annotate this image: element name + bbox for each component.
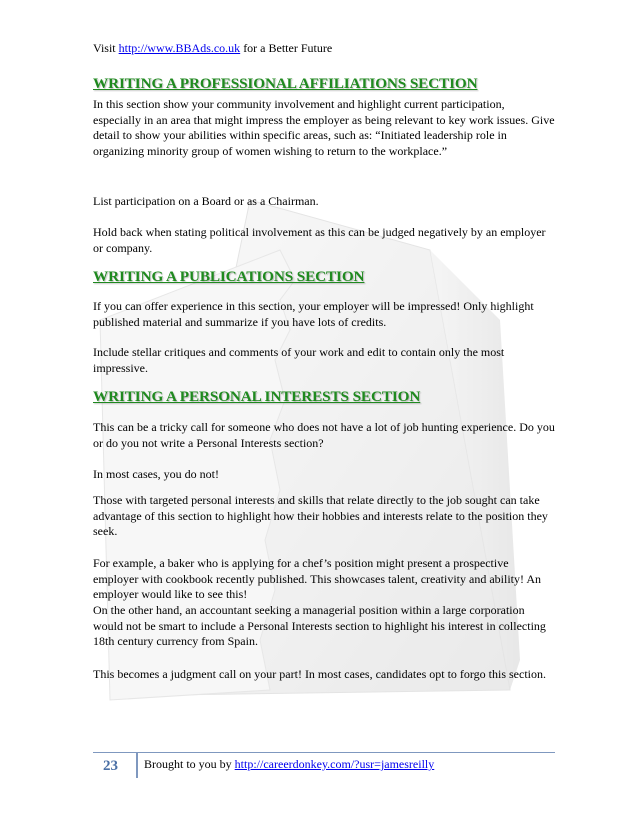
paragraph: Hold back when stating political involvement as this can be judged negatively by an employer or company. bbox=[93, 225, 546, 255]
footer-rule bbox=[93, 752, 555, 753]
heading-personal-interests: WRITING A PERSONAL INTERESTS SECTION bbox=[93, 388, 421, 405]
heading-professional-affiliations: WRITING A PROFESSIONAL AFFILIATIONS SECTION bbox=[93, 75, 478, 92]
paragraph: In most cases, you do not! bbox=[93, 467, 219, 481]
footer-prefix: Brought to you by bbox=[144, 757, 235, 771]
paragraph: This becomes a judgment call on your part! In most cases, candidates opt to forgo this section. bbox=[93, 667, 547, 681]
paragraph: For example, a baker who is applying for a chef’s position might present a prospective employer with cookbook recently published. This showcases talent, creativity and ability! An employer would like to see this! bbox=[93, 556, 542, 602]
visit-header bbox=[93, 41, 332, 55]
footer-divider bbox=[136, 752, 138, 778]
page-number: 23 bbox=[103, 758, 118, 774]
paragraph: If you can offer experience in this section, your employer will be impressed! Only highlight published material and summarize if you have lots of credits. bbox=[93, 299, 534, 329]
careerdonkey-link[interactable]: http://careerdonkey.com/?usr=jamesreilly bbox=[234, 757, 435, 771]
visit-prefix: Visit bbox=[93, 41, 119, 55]
heading-publications: WRITING A PUBLICATIONS SECTION bbox=[93, 268, 365, 285]
paragraph: In this section show your community involvement and highlight current participation, especially in an area that might impress the employer as being relevant to key work issues. Give detail to show your abilities within specific areas, such as: “Initiated leadership role in organizing minority group of women wishing to return to the workplace.” bbox=[93, 97, 555, 158]
visit-suffix: for a Better Future bbox=[240, 41, 333, 55]
bbads-link[interactable]: http://www.BBAds.co.uk bbox=[118, 41, 241, 55]
paragraph: On the other hand, an accountant seeking a managerial position within a large corporation would not be smart to include a Personal Interests section to highlight his interest in collecting 18th century currency from Spain. bbox=[93, 603, 546, 649]
paragraph: Include stellar critiques and comments of your work and edit to contain only the most impressive. bbox=[93, 345, 505, 375]
paragraph: This can be a tricky call for someone who does not have a lot of job hunting experience. Do you or do you not write a Personal Interests section? bbox=[93, 420, 555, 450]
paragraph: Those with targeted personal interests and skills that relate directly to the job sought can take advantage of this section to highlight how their hobbies and interests relate to the position they seek. bbox=[93, 493, 548, 539]
footer-credit bbox=[144, 757, 434, 771]
paragraph: List participation on a Board or as a Chairman. bbox=[93, 194, 319, 208]
